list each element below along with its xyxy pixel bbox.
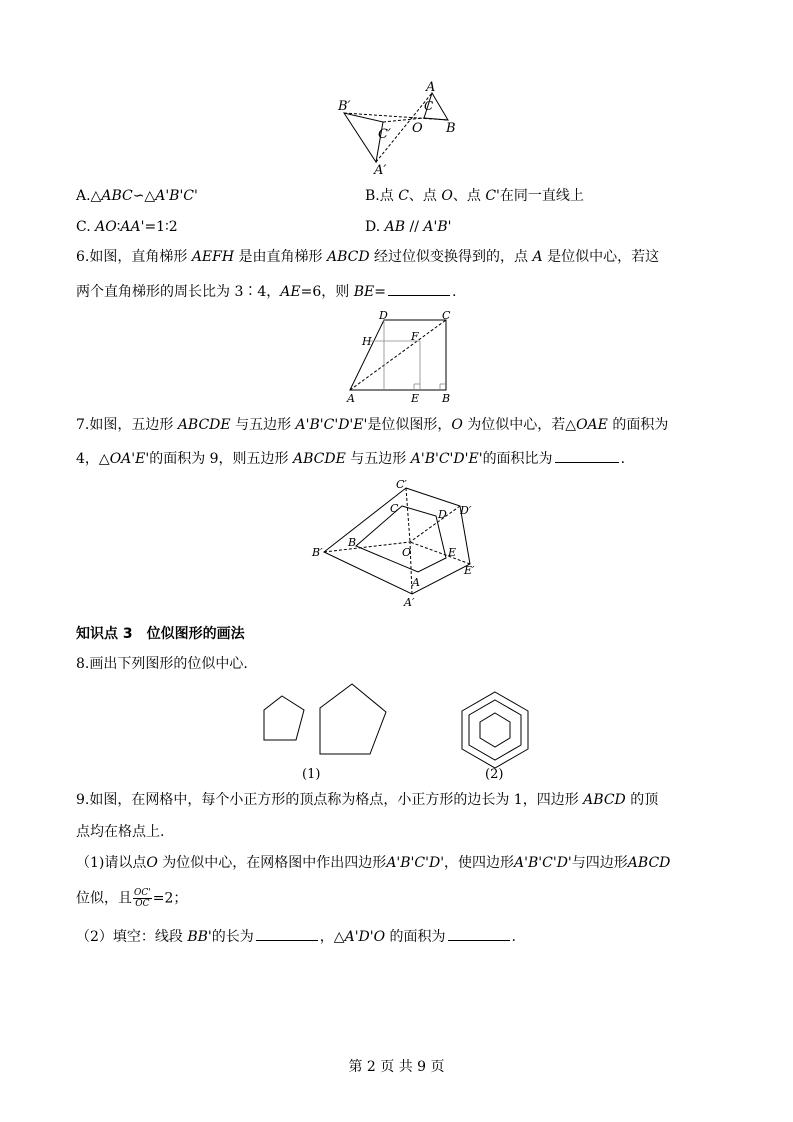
q6-fig-label: E — [411, 392, 420, 405]
q7-question-line2: 4，△OA'E'的面积为 9，则五边形 ABCDE 与五边形 A'B'C'D'E'的面积比为 . — [76, 448, 625, 469]
q7-fig-label: C — [390, 502, 399, 515]
q6-fig-label: D — [379, 309, 388, 322]
q6-question-line2: 两个直角梯形的周长比为 3∶4，AE=6，则 BE= . — [76, 281, 456, 302]
q5-option-d: D. AB // A'B' — [365, 219, 452, 235]
pentagon-large — [320, 684, 386, 754]
q8-figure — [258, 682, 538, 782]
q5-fig-label: B — [446, 121, 456, 136]
q7-fig-label: B′ — [312, 546, 323, 559]
q5-fig-label: A′ — [374, 163, 387, 178]
q8-label-2: (2) — [485, 767, 504, 782]
q5-figure — [336, 80, 462, 178]
q9-part1-line1: （1)请以点O 为位似中心，在网格图中作出四边形A'B'C'D'，使四边形A'B'C'D'与四边形ABCD — [76, 855, 671, 871]
q7-fig-label: A′ — [404, 596, 415, 609]
pentagon-small — [264, 696, 304, 740]
q6-fig-label: B — [442, 392, 451, 405]
q7-question-line1: 7.如图，五边形 ABCDE 与五边形 A'B'C'D'E'是位似图形，O 为位似中心，若△OAE 的面积为 — [76, 417, 669, 433]
q9-question-line2: 点均在格点上. — [76, 824, 165, 840]
q5-fig-label: A — [426, 80, 436, 95]
q7-fig-label: D — [438, 508, 447, 521]
q7-figure — [310, 476, 490, 610]
q6-answer-blank[interactable] — [388, 281, 450, 296]
q5-option-b: B.点 C、点 O、点 C'在同一直线上 — [365, 188, 584, 204]
q7-answer-blank[interactable] — [555, 448, 619, 463]
q5-fig-label: O — [412, 121, 423, 136]
q7-fig-label: D′ — [460, 504, 472, 517]
hexagon-outer — [462, 692, 528, 768]
q8-label-1: (1) — [302, 767, 321, 782]
q6-figure — [338, 306, 460, 404]
q7-fig-label: B — [348, 536, 357, 549]
q6-fig-label: F — [411, 330, 419, 343]
q9-answer-blank-1[interactable] — [256, 926, 318, 941]
q9-answer-blank-2[interactable] — [448, 926, 510, 941]
q5-option-a: A.△ABC∽△A'B'C' — [76, 188, 198, 204]
q9-part2: （2）填空：线段 BB'的长为 ，△A'D'O 的面积为 . — [76, 926, 516, 947]
q7-fig-label: O — [402, 546, 412, 559]
q9-part1-line2: 位似，且 $\frac{OC'}{OC}$ =2； — [76, 888, 188, 909]
q8-question: 8.画出下列图形的位似中心. — [76, 656, 248, 672]
q6-fig-label: C — [442, 309, 451, 322]
hexagon-inner — [480, 713, 510, 747]
q5-fig-label: B′ — [338, 99, 351, 114]
q5-option-c: C. AO∶AA'=1∶2 — [76, 219, 178, 235]
hexagon-mid — [469, 700, 521, 760]
q7-fig-label: A — [412, 576, 420, 589]
page-footer: 第 2 页 共 9 页 — [348, 1059, 445, 1075]
ratio-fraction: $\frac{OC'}{OC}$ — [134, 888, 151, 909]
q9-question-line1: 9.如图，在网格中，每个小正方形的顶点称为格点，小正方形的边长为 1，四边形 ABCD 的顶 — [76, 792, 659, 808]
q6-question-line1: 6.如图，直角梯形 AEFH 是由直角梯形 ABCD 经过位似变换得到的，点 A 是位似中心，若这 — [76, 249, 660, 265]
q5-fig-label: C — [424, 99, 434, 113]
section-heading: 知识点 3 位似图形的画法 — [76, 626, 245, 642]
q6-fig-label: H — [362, 335, 372, 348]
q7-fig-label: C′ — [396, 478, 407, 491]
q7-fig-label: E′ — [464, 564, 475, 577]
q5-fig-label: C′ — [378, 127, 391, 142]
q7-fig-label: E — [448, 546, 457, 559]
q6-fig-label: A — [347, 392, 355, 405]
